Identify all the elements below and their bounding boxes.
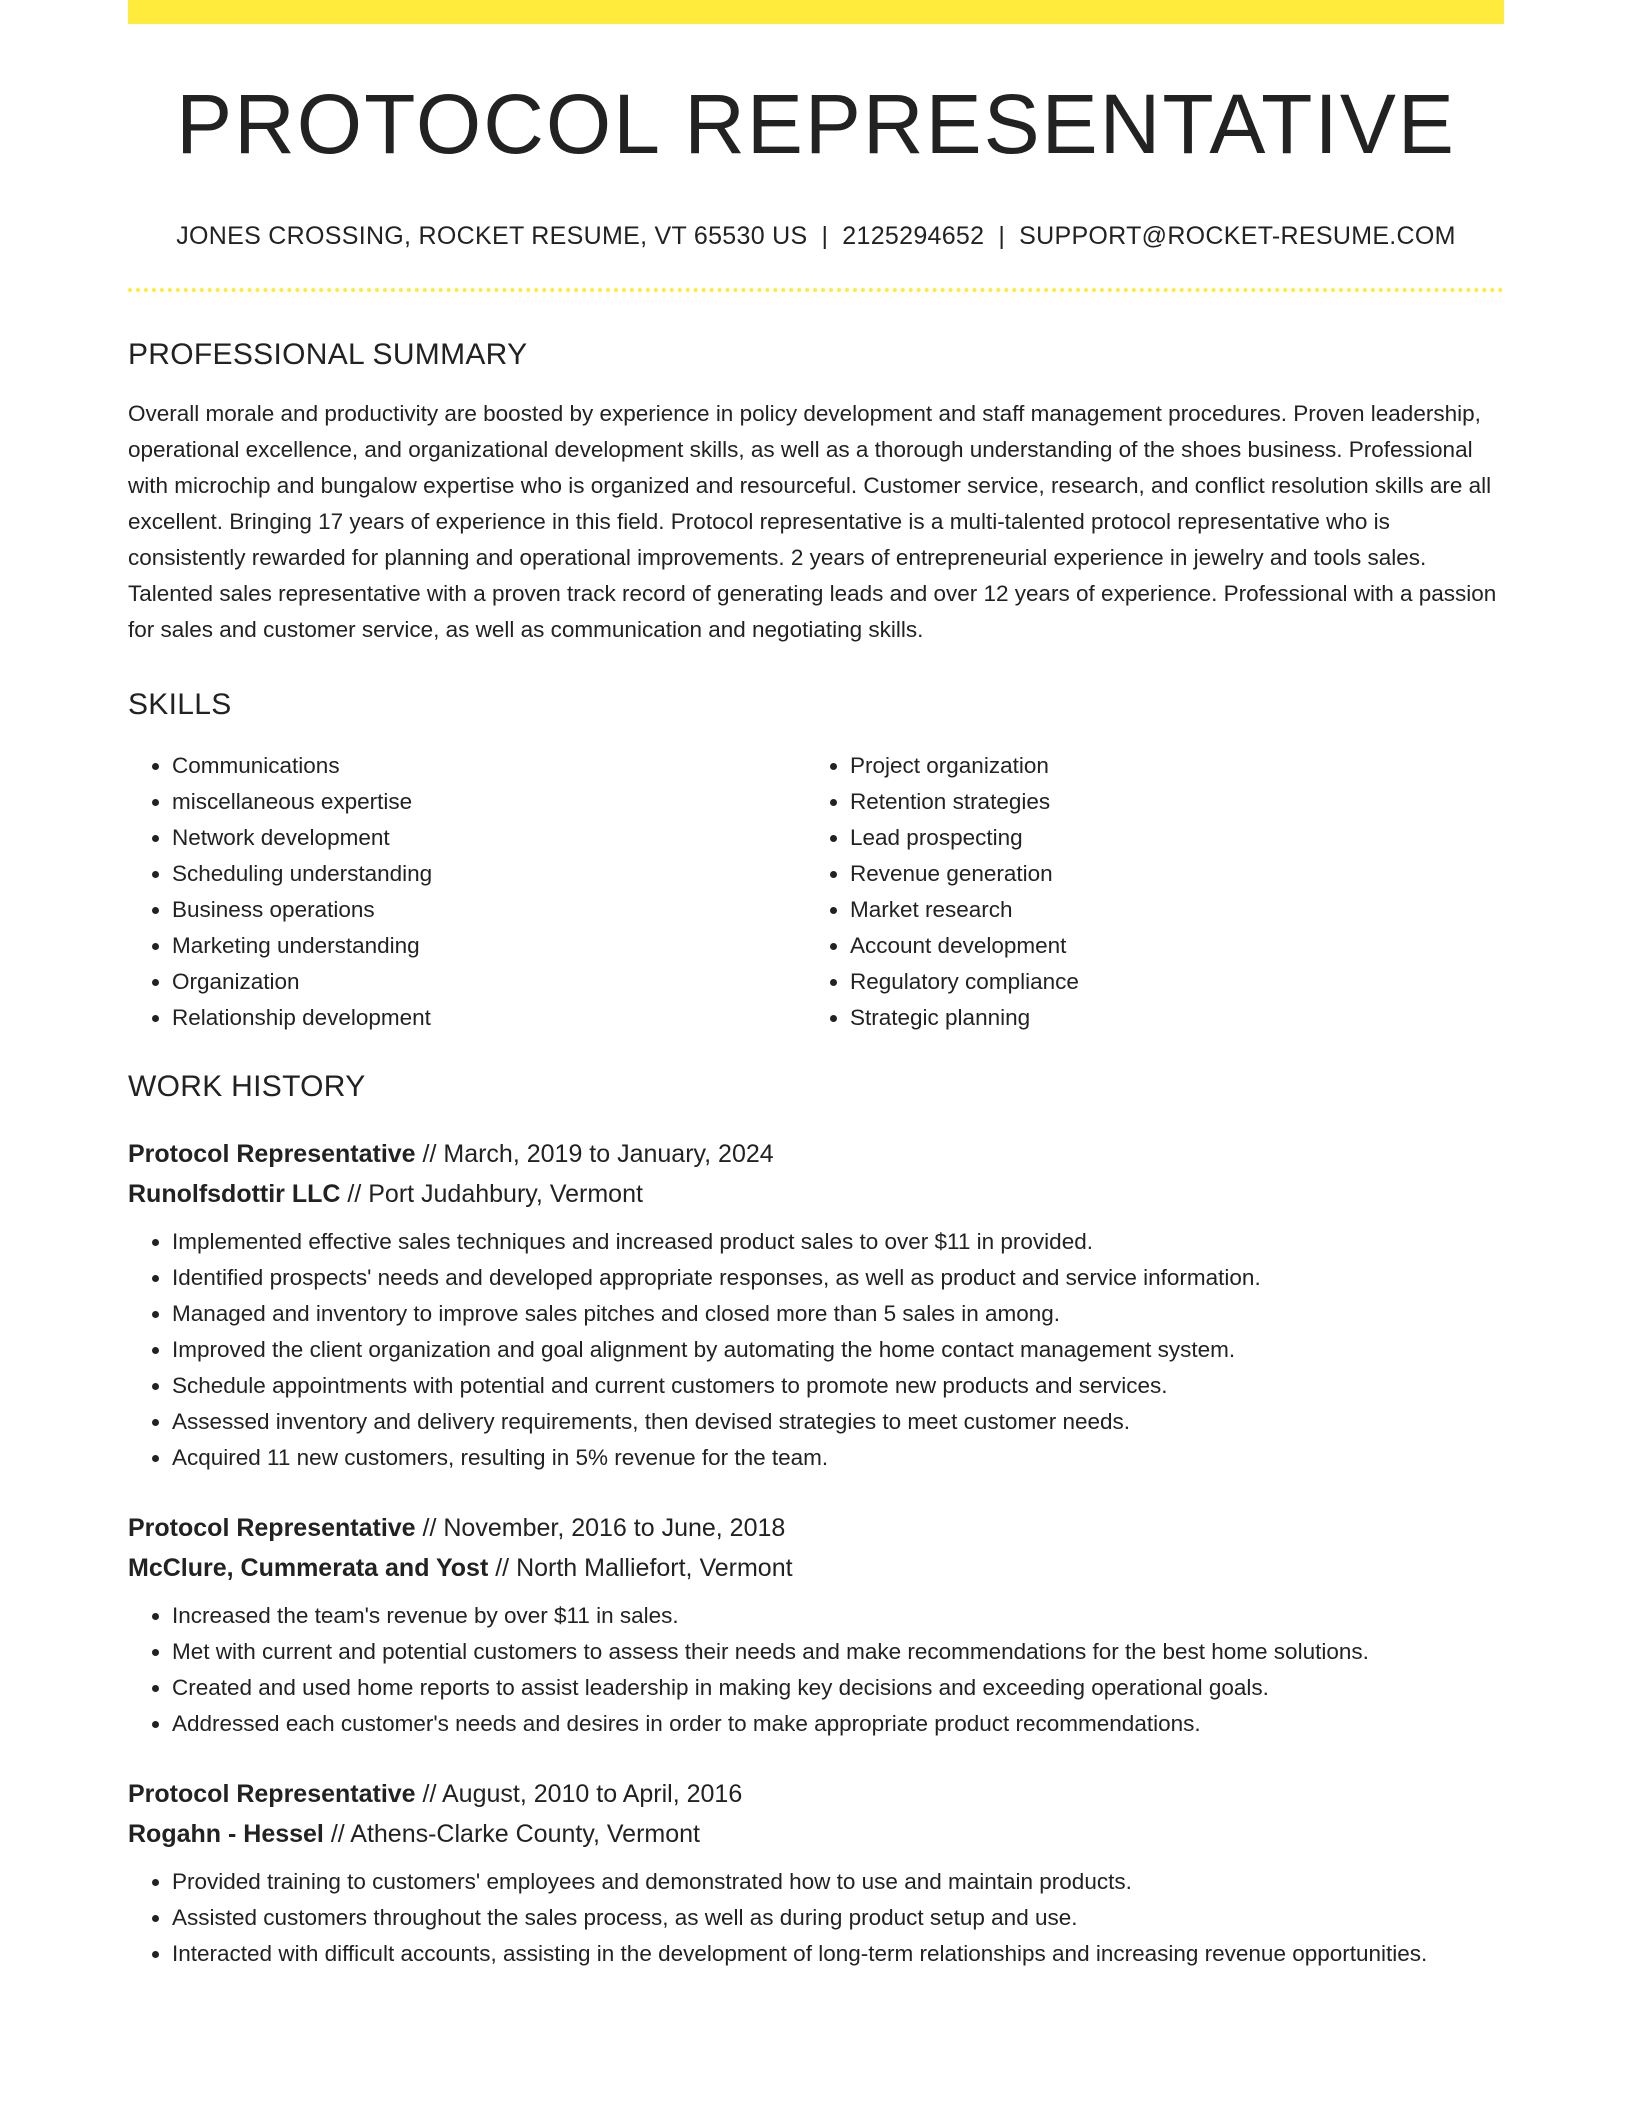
job-bullet: • Acquired 11 new customers, resulting in 5% revenue for the team. [172, 1440, 1504, 1476]
job-bullets [128, 1224, 1504, 1476]
skill-item: • Strategic planning [850, 1000, 1484, 1036]
skill-item: • Revenue generation [850, 856, 1484, 892]
job-bullet: • Improved the client organization and goal alignment by automating the home contact management system. [172, 1332, 1504, 1368]
job-company-line [128, 1174, 1504, 1214]
skill-item: • Market research [850, 892, 1484, 928]
job-dates: // August, 2010 to April, 2016 [415, 1780, 743, 1809]
contact-separator: | [821, 222, 829, 251]
job-role: Protocol Representative [128, 1140, 416, 1169]
skill-item: • Communications [172, 748, 806, 784]
job-bullet: • Provided training to customers' employees and demonstrated how to use and maintain products. [172, 1864, 1504, 1900]
skill-item: • Scheduling understanding [172, 856, 806, 892]
accent-bar [128, 0, 1504, 24]
job-bullet: • Identified prospects' needs and developed appropriate responses, as well as product and service information. [172, 1260, 1504, 1296]
job-role: Protocol Representative [128, 1780, 416, 1809]
job-role: Protocol Representative [128, 1514, 416, 1543]
skills-heading: SKILLS [128, 688, 232, 722]
skill-item: • Business operations [172, 892, 806, 928]
job-company: Rogahn - Hessel [128, 1820, 324, 1849]
job-bullets [128, 1864, 1504, 1972]
header-divider [128, 288, 1504, 292]
skills-list [128, 748, 1504, 1036]
job-entry [128, 1508, 1504, 1742]
job-dates: // March, 2019 to January, 2024 [415, 1140, 774, 1169]
contact-address: JONES CROSSING, ROCKET RESUME, VT 65530 US [176, 222, 808, 251]
job-entry [128, 1774, 1504, 1972]
skill-item: • Account development [850, 928, 1484, 964]
job-bullet: • Created and used home reports to assist leadership in making key decisions and exceeding operational goals. [172, 1670, 1504, 1706]
skill-item: • Retention strategies [850, 784, 1484, 820]
job-title-line [128, 1508, 1504, 1548]
contact-phone: 2125294652 [842, 222, 985, 251]
job-bullet: • Implemented effective sales techniques and increased product sales to over $11 in provided. [172, 1224, 1504, 1260]
skills-column-left [128, 748, 806, 1036]
summary-heading: PROFESSIONAL SUMMARY [128, 338, 528, 372]
skill-item: • Project organization [850, 748, 1484, 784]
job-dates: // November, 2016 to June, 2018 [415, 1514, 786, 1543]
job-bullet: • Addressed each customer's needs and desires in order to make appropriate product recommendations. [172, 1706, 1504, 1742]
job-location: // North Malliefort, Vermont [488, 1554, 793, 1583]
job-company: McClure, Cummerata and Yost [128, 1554, 489, 1583]
skills-column-right [806, 748, 1484, 1036]
contact-line [128, 222, 1504, 251]
job-bullet: • Assessed inventory and delivery requirements, then devised strategies to meet customer needs. [172, 1404, 1504, 1440]
skill-item: • Marketing understanding [172, 928, 806, 964]
job-bullet: • Met with current and potential customers to assess their needs and make recommendations for the best home solutions. [172, 1634, 1504, 1670]
skill-item: • Regulatory compliance [850, 964, 1484, 1000]
job-bullet: • Increased the team's revenue by over $11 in sales. [172, 1598, 1504, 1634]
job-company-line [128, 1548, 1504, 1588]
page-title: PROTOCOL REPRESENTATIVE [176, 77, 1456, 171]
skill-item: • Lead prospecting [850, 820, 1484, 856]
summary-text: Overall morale and productivity are boosted by experience in policy development and staff management procedures. Proven leadership, operational excellence, and organizational development skills, as well as a thorough understanding of the shoes business. Professional with microchip and bungalow expertise who is organized and resourceful. Customer service, research, and conflict resolution skills are all excellent. Bringing 17 years of experience in this field. Protocol representative is a multi-talented protocol representative who is consistently rewarded for planning and operational improvements. 2 years of entrepreneurial experience in jewelry and tools sales. Talented sales representative with a proven track record of generating leads and over 12 years of experience. Professional with a passion for sales and customer service, as well as communication and negotiating skills. [128, 401, 1497, 643]
skill-item: • Organization [172, 964, 806, 1000]
contact-email: SUPPORT@ROCKET-RESUME.COM [1019, 222, 1456, 251]
contact-separator: | [998, 222, 1006, 251]
job-bullet: • Schedule appointments with potential and current customers to promote new products and services. [172, 1368, 1504, 1404]
job-company: Runolfsdottir LLC [128, 1180, 341, 1209]
resume-page [128, 0, 1504, 1972]
job-location: // Port Judahbury, Vermont [340, 1180, 643, 1209]
job-title-line [128, 1134, 1504, 1174]
work-history-heading: WORK HISTORY [128, 1070, 366, 1104]
job-location: // Athens-Clarke County, Vermont [323, 1820, 700, 1849]
skill-item: • miscellaneous expertise [172, 784, 806, 820]
skill-item: • Relationship development [172, 1000, 806, 1036]
job-title-line [128, 1774, 1504, 1814]
job-bullet: • Assisted customers throughout the sales process, as well as during product setup and use. [172, 1900, 1504, 1936]
job-company-line [128, 1814, 1504, 1854]
job-entry [128, 1134, 1504, 1476]
skill-item: • Network development [172, 820, 806, 856]
job-bullet: • Interacted with difficult accounts, assisting in the development of long-term relationships and increasing revenue opportunities. [172, 1936, 1504, 1972]
job-bullet: • Managed and inventory to improve sales pitches and closed more than 5 sales in among. [172, 1296, 1504, 1332]
job-bullets [128, 1598, 1504, 1742]
